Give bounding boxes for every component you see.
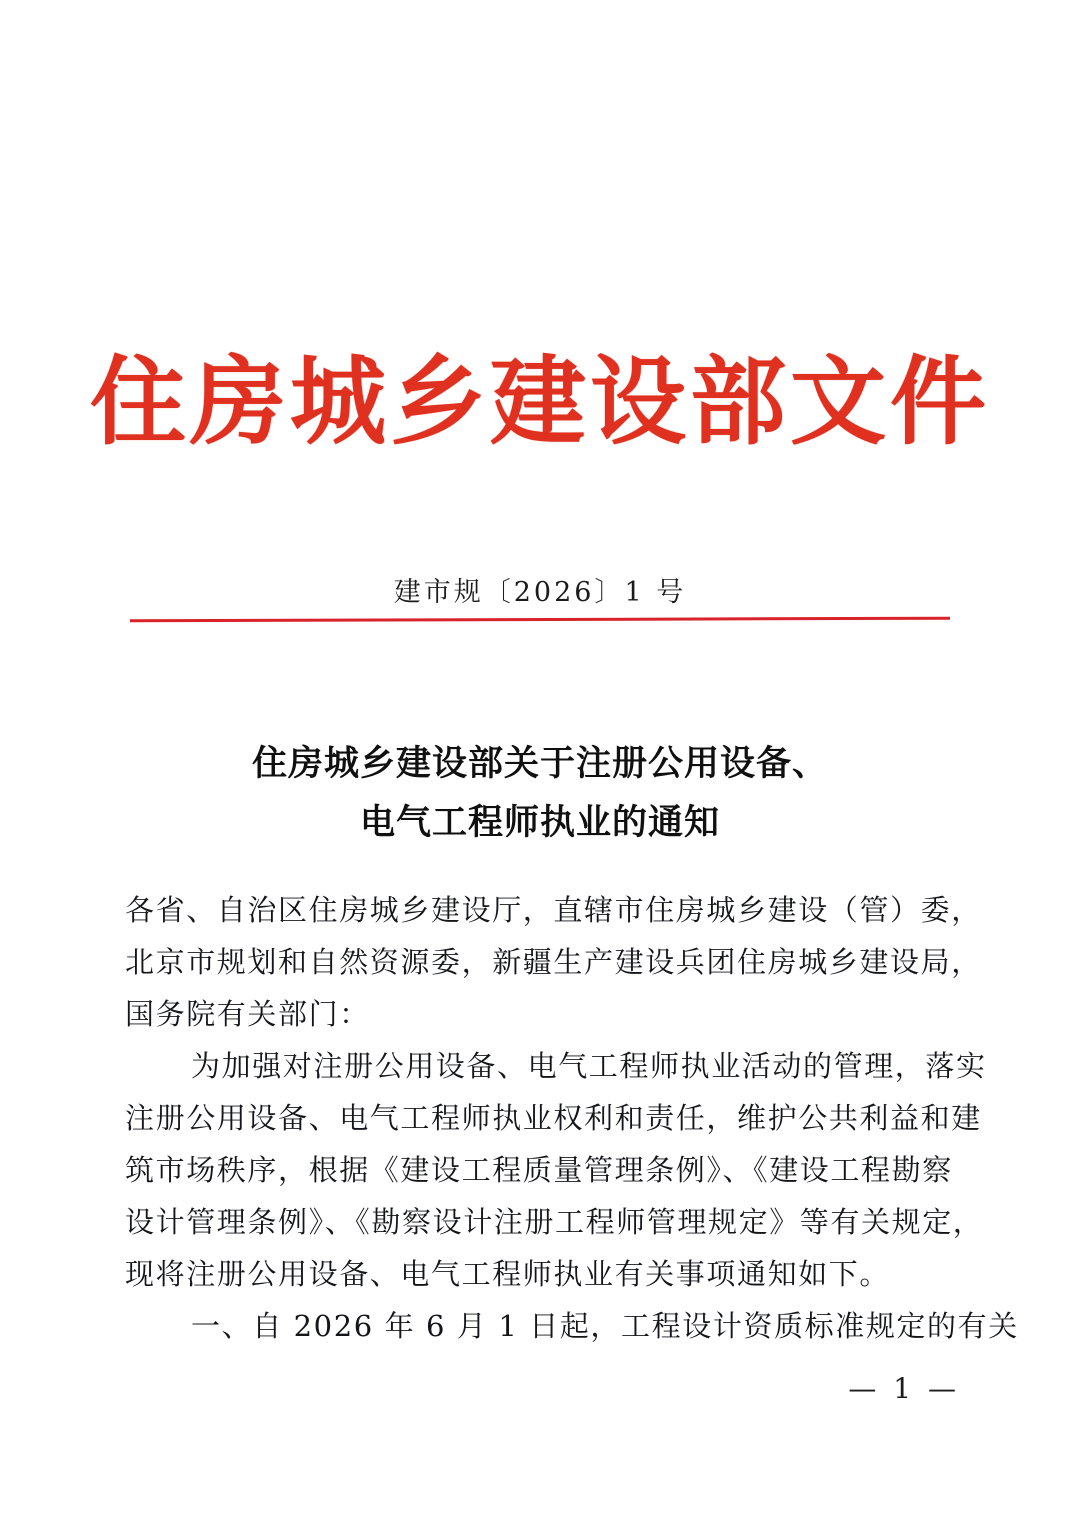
body-line-item-one: 一、自 2026 年 6 月 1 日起，工程设计资质标准规定的有关 bbox=[191, 1309, 1019, 1343]
body-line-addressee-3: 国务院有关部门： bbox=[125, 997, 370, 1031]
body-line-paragraph-5: 现将注册公用设备、电气工程师执业有关事项通知如下。 bbox=[125, 1257, 891, 1291]
body-line-paragraph-2: 注册公用设备、电气工程师执业权利和责任，维护公共利益和建 bbox=[125, 1101, 982, 1135]
document-title-line-2: 电气工程师执业的通知 bbox=[359, 802, 720, 843]
body-line-paragraph-1: 为加强对注册公用设备、电气工程师执业活动的管理，落实 bbox=[191, 1049, 987, 1083]
ministry-masthead: 住房城乡建设部文件 bbox=[90, 345, 990, 458]
body-line-paragraph-3: 筑市场秩序，根据《建设工程质量管理条例》、《建设工程勘察 bbox=[125, 1153, 953, 1187]
document-title-line-1: 住房城乡建设部关于注册公用设备、 bbox=[251, 743, 828, 784]
red-separator-rule bbox=[130, 617, 950, 623]
document-serial-number: 建市规〔2026〕1 号 bbox=[393, 577, 687, 608]
body-line-addressee-1: 各省、自治区住房城乡建设厅，直辖市住房城乡建设（管）委， bbox=[125, 893, 982, 927]
page-number-footer: — 1 — bbox=[848, 1372, 960, 1405]
body-line-paragraph-4: 设计管理条例》、《勘察设计注册工程师管理规定》等有关规定， bbox=[125, 1205, 984, 1239]
document-title bbox=[0, 734, 1080, 852]
body-line-addressee-2: 北京市规划和自然资源委，新疆生产建设兵团住房城乡建设局， bbox=[125, 945, 982, 979]
document-body bbox=[125, 884, 1019, 1352]
